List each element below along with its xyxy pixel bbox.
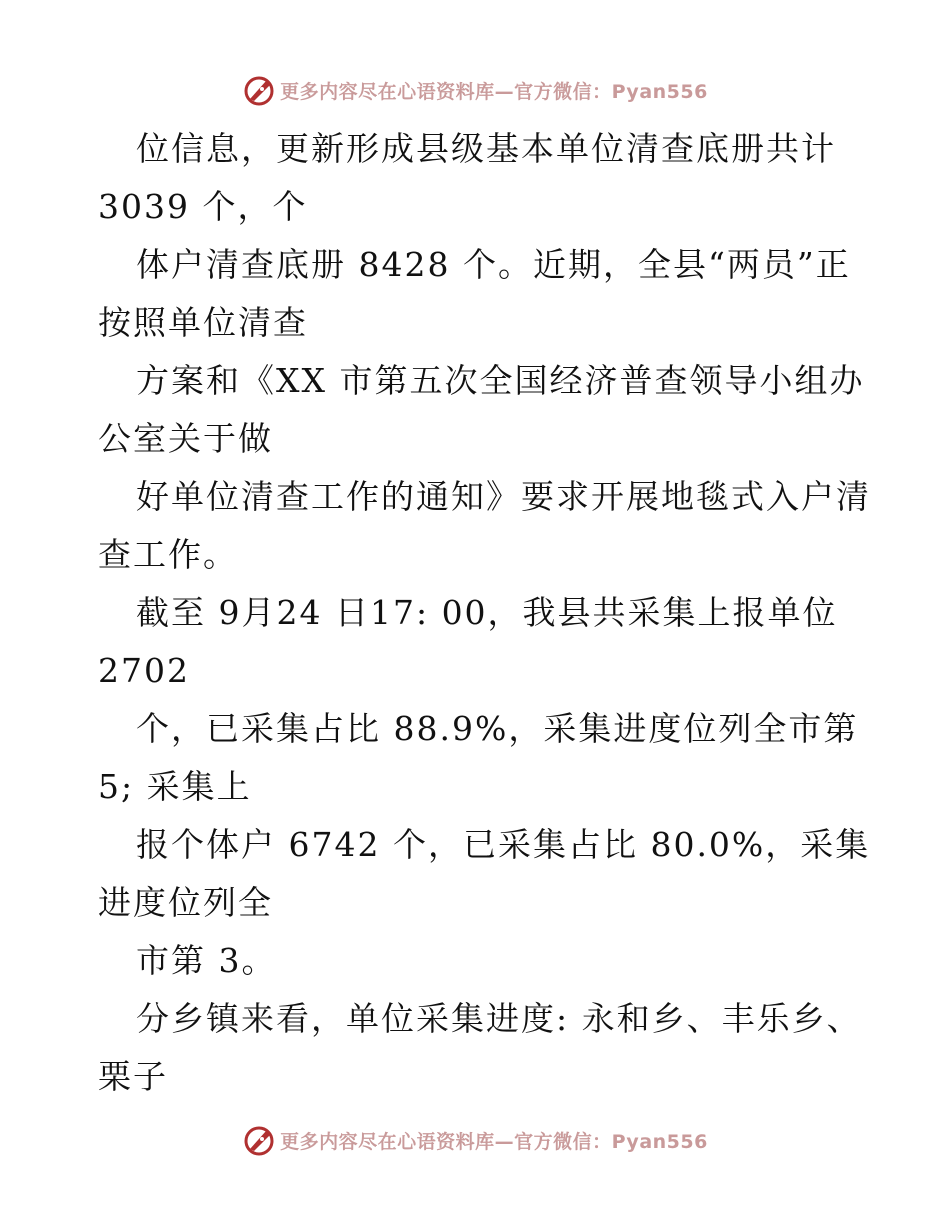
text-line: 2702 — [98, 651, 190, 690]
header-watermark — [0, 70, 950, 110]
pen-nib-circle-icon — [242, 73, 276, 107]
text-line: 查工作。 — [98, 535, 238, 574]
text-line: 体户清查底册 8428 个。近期，全县“两员”正 — [136, 245, 851, 284]
text-line: 个，已采集占比 88.9%，采集进度位列全市第 — [136, 709, 859, 748]
text-line: 方案和《XX 市第五次全国经济普查领导小组办 — [136, 361, 865, 400]
footer-watermark — [0, 1120, 950, 1160]
text-line: 市第 3。 — [136, 941, 277, 980]
text-line: 3039 个，个 — [98, 187, 308, 226]
text-line: 位信息，更新形成县级基本单位清查底册共计 — [136, 129, 836, 168]
pen-nib-circle-icon — [242, 1123, 276, 1157]
text-line: 进度位列全 — [98, 883, 273, 922]
text-line: 5; 采集上 — [98, 767, 252, 806]
footer-watermark-text: 更多内容尽在心语资料库—官方微信：Pyan556 — [280, 1130, 708, 1153]
header-watermark-text: 更多内容尽在心语资料库—官方微信：Pyan556 — [280, 80, 708, 103]
text-line: 好单位清查工作的通知》要求开展地毯式入户清 — [136, 477, 871, 516]
text-line: 栗子 — [98, 1057, 168, 1096]
text-line: 按照单位清查 — [98, 303, 308, 342]
text-line: 分乡镇来看，单位采集进度: 永和乡、丰乐乡、 — [136, 999, 862, 1038]
document-body — [98, 120, 871, 1106]
text-line: 报个体户 6742 个，已采集占比 80.0%，采集 — [136, 825, 871, 864]
text-line: 公室关于做 — [98, 419, 273, 458]
text-line: 截至 9月24 日17: 00，我县共采集上报单位 — [136, 593, 838, 632]
